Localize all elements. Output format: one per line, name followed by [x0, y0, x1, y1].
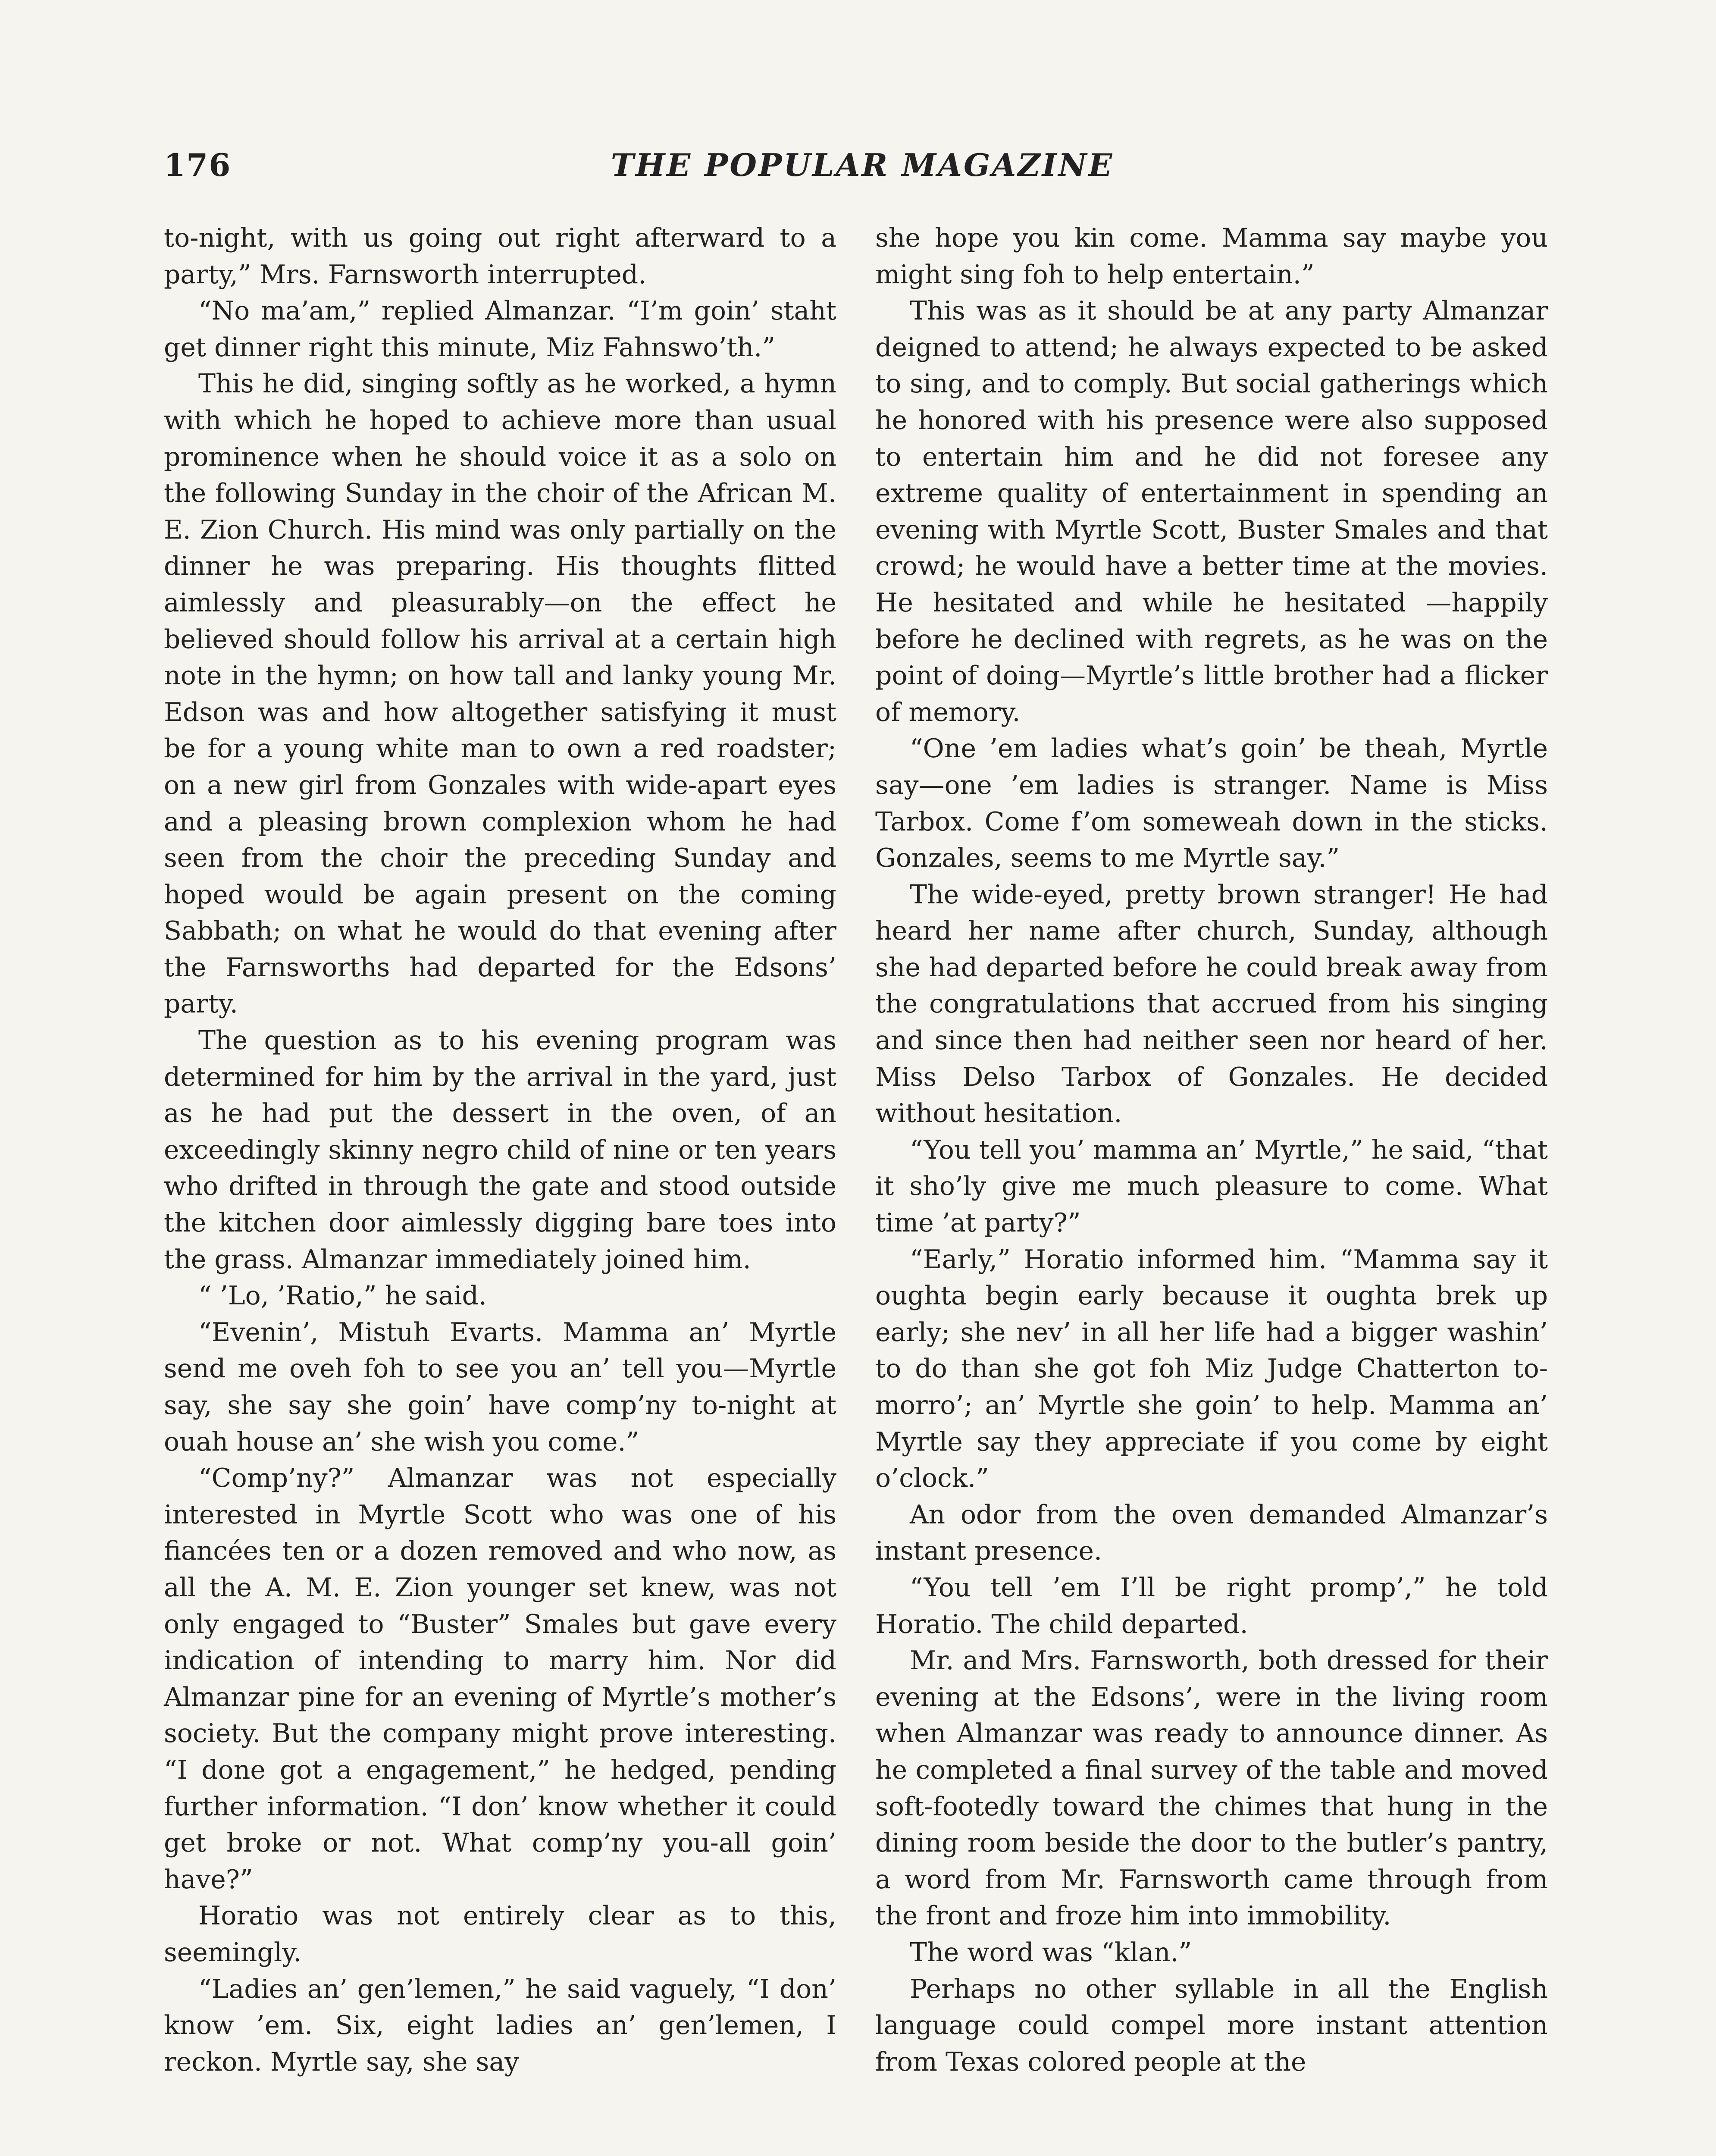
paragraph: “Comp’ny?” Almanzar was not especially interested in Myrtle Scott who was one of his fiancées ten or a dozen removed and who now, as all the A. M. E. Zion younger set knew, was not only engaged to “Buster” Smales but gave every indication of intending to marry him. Nor did Almanzar pine for an evening of Myrtle’s mother’s society. But the company might prove interesting. “I done got a engagement,” he hedged, pending further information. “I don’ know whether it could get broke or not. What comp’ny you-all goin’ have?” — [164, 1463, 836, 1895]
paragraph: An odor from the oven demanded Almanzar’s instant presence. — [875, 1499, 1548, 1567]
paragraph: The word was “klan.” — [910, 1937, 1192, 1968]
paragraph: The question as to his evening program was determined for him by the arrival in the yard, just as he had put the dessert in the oven, of an exceedingly skinny negro child of nine or ten years who drifted in through the gate and stood outside the kitchen door aimlessly digging bare toes into the grass. Almanzar immediately joined him. — [164, 1025, 836, 1275]
paragraph: Mr. and Mrs. Farnsworth, both dressed for their evening at the Edsons’, were in the living room when Almanzar was ready to announce dinner. As he completed a final survey of the table and moved soft-footedly toward the chimes that hung in the dining room beside the door to the butler’s pantry, a word from Mr. Farnsworth came through from the front and froze him into immobility. — [875, 1645, 1548, 1931]
right-column — [875, 220, 1548, 2080]
paragraph: “You tell you’ mamma an’ Myrtle,” he said, “that it sho’ly give me much pleasure to come. What time ’at party?” — [875, 1134, 1548, 1238]
paragraph: to-night, with us going out right afterward to a party,” Mrs. Farnsworth interrupted. — [164, 223, 836, 290]
paragraph: This he did, singing softly as he worked, a hymn with which he hoped to achieve more than usual prominence when he should voice it as a solo on the following Sunday in the choir of the African M. E. Zion Church. His mind was only partially on the dinner he was preparing. His thoughts flitted aimlessly and pleasurably—on the effect he believed should follow his arrival at a certain high note in the hymn; on how tall and lanky young Mr. Edson was and how altogether satisfying it must be for a young white man to own a red roadster; on a new girl from Gonzales with wide-apart eyes and a pleasing brown complexion whom he had seen from the choir the preceding Sunday and hoped would be again present on the coming Sabbath; on what he would do that evening after the Farnsworths had departed for the Edsons’ party. — [164, 369, 836, 1019]
paragraph: “No ma’am,” replied Almanzar. “I’m goin’ staht get dinner right this minute, Miz Fahnswo’th.” — [164, 296, 836, 363]
paragraph: “Evenin’, Mistuh Evarts. Mamma an’ Myrtle send me oveh foh to see you an’ tell you—Myrtle say, she say she goin’ have comp’ny to-night at ouah house an’ she wish you come.” — [164, 1317, 836, 1457]
left-column — [164, 220, 836, 2080]
paragraph: “ ’Lo, ’Ratio,” he said. — [198, 1281, 487, 1311]
paragraph: Perhaps no other syllable in all the English language could compel more instant attention from Texas colored people at the — [875, 1974, 1548, 2077]
page-header — [164, 147, 1561, 198]
paragraph: “Early,” Horatio informed him. “Mamma say it oughta begin early because it oughta brek up early; she nev’ in all her life had a bigger washin’ to do than she got foh Miz Judge Chatterton to-morro’; an’ Myrtle she goin’ to help. Mamma an’ Myrtle say they appreciate if you come by eight o’clock.” — [875, 1244, 1548, 1494]
paragraph: The wide-eyed, pretty brown stranger! He had heard her name after church, Sunday, although she had departed before he could break away from the congratulations that accrued from his singing and since then had neither seen nor heard of her. Miss Delso Tarbox of Gonzales. He decided without hesitation. — [875, 879, 1548, 1129]
paragraph: “You tell ’em I’ll be right promp’,” he told Horatio. The child departed. — [875, 1572, 1548, 1639]
running-title: THE POPULAR MAGAZINE — [611, 147, 1114, 183]
paragraph: This was as it should be at any party Almanzar deigned to attend; he always expected to be asked to sing, and to comply. But social gatherings which he honored with his presence were also supposed to entertain him and he did not foresee any extreme quality of entertainment in spending an evening with Myrtle Scott, Buster Smales and that crowd; he would have a better time at the movies. He hesitated and while he hesitated —happily before he declined with regrets, as he was on the point of doing—Myrtle’s little brother had a flicker of memory. — [875, 296, 1548, 727]
page-number: 176 — [164, 147, 232, 183]
paragraph: “Ladies an’ gen’lemen,” he said vaguely, “I don’ know ’em. Six, eight ladies an’ gen’lemen, I reckon. Myrtle say, she say — [164, 1974, 836, 2077]
paragraph: Horatio was not entirely clear as to this, seemingly. — [164, 1901, 836, 1968]
paragraph: she hope you kin come. Mamma say maybe you might sing foh to help entertain.” — [875, 223, 1548, 290]
paragraph: “One ’em ladies what’s goin’ be theah, Myrtle say—one ’em ladies is stranger. Name is Miss Tarbox. Come f’om someweah down in the sticks. Gonzales, seems to me Myrtle say.” — [875, 733, 1548, 874]
